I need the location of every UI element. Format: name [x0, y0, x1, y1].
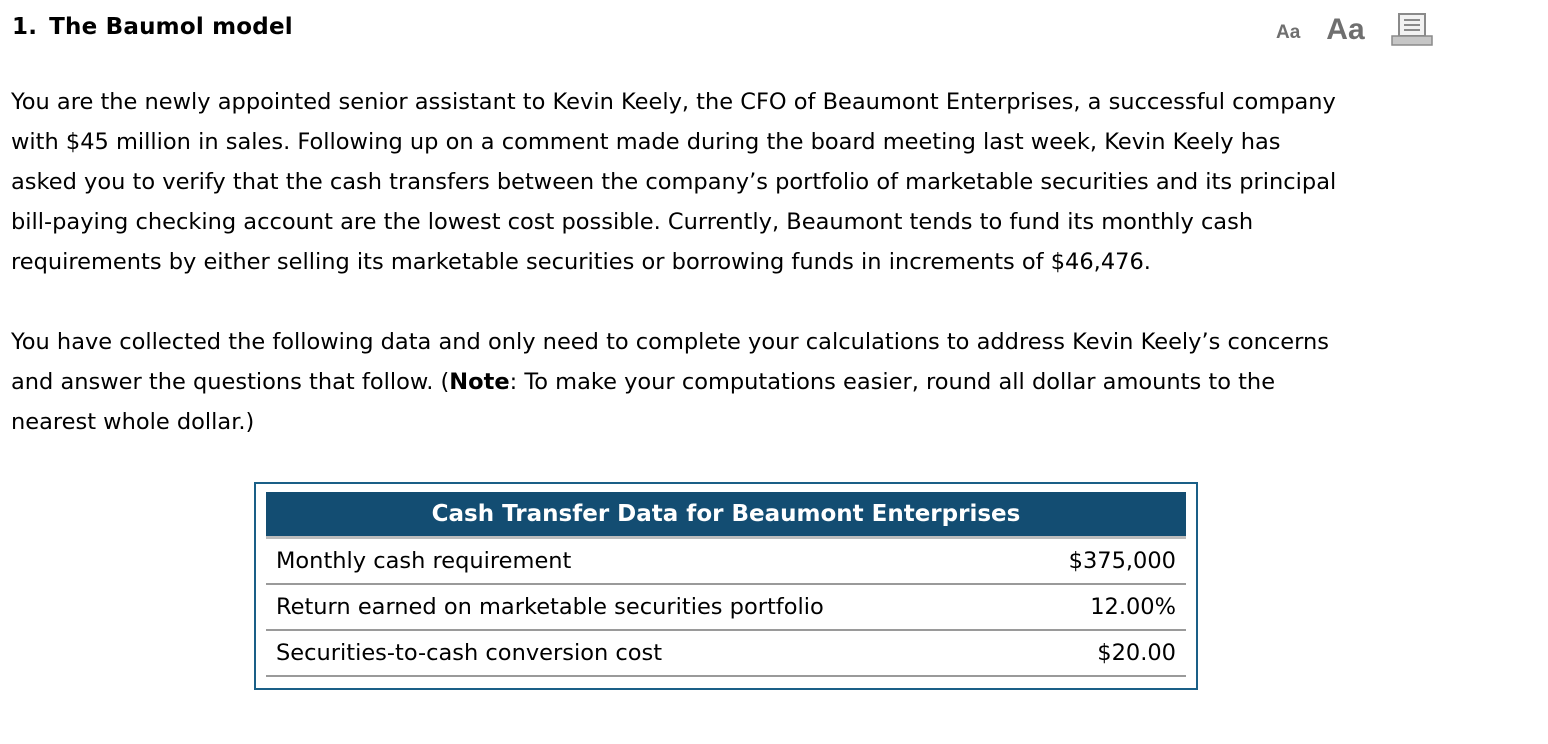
- note-lead-text: and answer the questions that follow. (: [11, 369, 450, 395]
- instructions-paragraph: [11, 322, 1481, 442]
- row-value: $20.00: [1097, 640, 1176, 666]
- row-value: $375,000: [1068, 548, 1176, 574]
- table-row: [266, 539, 1186, 585]
- decrease-font-button[interactable]: Aa: [1276, 22, 1301, 43]
- intro-paragraph: [11, 82, 1481, 282]
- print-icon[interactable]: [1391, 12, 1435, 48]
- note-text: : To make your computations easier, round all dollar amounts to the: [509, 369, 1276, 395]
- question-title: The Baumol model: [49, 14, 293, 40]
- paragraph-line: with $45 million in sales. Following up on a comment made during the board meeting last week, Kevin Keely has: [11, 129, 1281, 155]
- row-label: Monthly cash requirement: [276, 548, 572, 574]
- paragraph-line: You are the newly appointed senior assistant to Kevin Keely, the CFO of Beaumont Enterprises, a successful company: [11, 89, 1336, 115]
- paragraph-line: nearest whole dollar.): [11, 409, 255, 435]
- paragraph-line: You have collected the following data and only need to complete your calculations to address Kevin Keely’s concerns: [11, 329, 1329, 355]
- row-label: Securities-to-cash conversion cost: [276, 640, 663, 666]
- table-row: [266, 631, 1186, 677]
- page-title: [12, 14, 293, 40]
- question-number: 1.: [12, 14, 38, 40]
- text-tools: [1270, 12, 1435, 48]
- table-row: [266, 585, 1186, 631]
- paragraph-line: requirements by either selling its marketable securities or borrowing funds in increments of $46,476.: [11, 249, 1151, 275]
- paragraph-line: bill-paying checking account are the lowest cost possible. Currently, Beaumont tends to fund its monthly cash: [11, 209, 1254, 235]
- paragraph-line: [11, 362, 1481, 402]
- row-label: Return earned on marketable securities portfolio: [276, 594, 824, 620]
- table-body: [266, 492, 1186, 677]
- paragraph-line: asked you to verify that the cash transfers between the company’s portfolio of marketable securities and its principal: [11, 169, 1337, 195]
- note-label: Note: [449, 369, 510, 395]
- row-value: 12.00%: [1090, 594, 1176, 620]
- cash-transfer-table: [254, 482, 1198, 690]
- increase-font-button[interactable]: Aa: [1326, 13, 1365, 46]
- table-title: Cash Transfer Data for Beaumont Enterprises: [266, 492, 1186, 539]
